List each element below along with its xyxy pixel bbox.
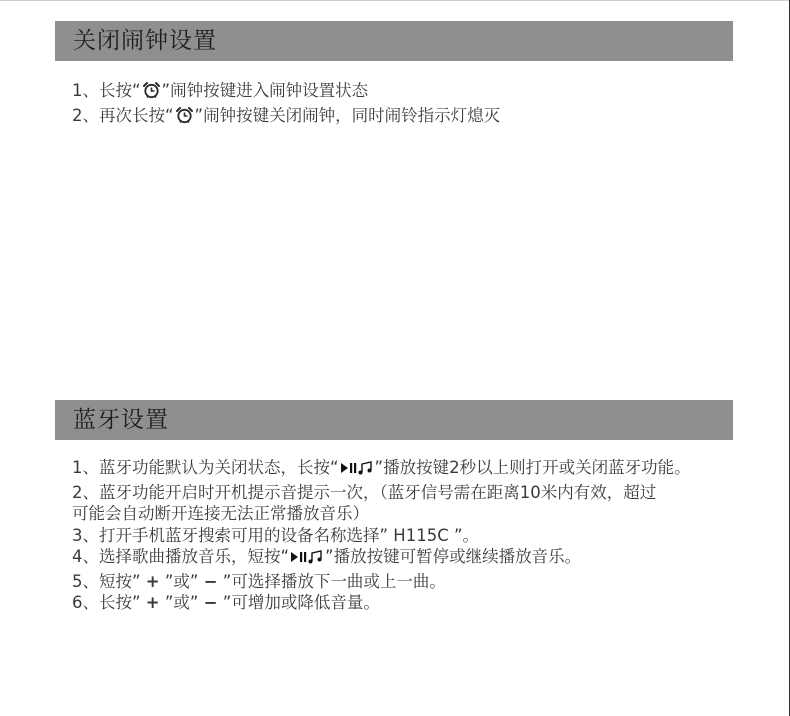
alarm-section-title: 关闭闹钟设置 (55, 21, 733, 61)
alarm-item-2-text-a: 2、再次长按“ (72, 105, 174, 125)
plus-symbol: + (145, 593, 160, 612)
bluetooth-item-6-text-b: ”或” (159, 593, 204, 612)
bluetooth-instructions (72, 457, 742, 614)
bluetooth-item-2-line-1: 2、蓝牙功能开启时开机提示音提示一次，（蓝牙信号需在距离10米内有效，超过 (72, 482, 657, 502)
alarm-item-2-text-b: ”闹钟按键关闭闹钟，同时闹铃指示灯熄灭 (194, 105, 501, 125)
minus-symbol: − (203, 571, 218, 591)
bluetooth-item-1-text-b: ”播放按键2秒以上则打开或关闭蓝牙功能。 (374, 458, 691, 477)
bluetooth-item-6-text-a: 6、长按” (72, 593, 146, 612)
alarm-clock-icon (142, 81, 161, 105)
page-top-border (0, 0, 790, 1)
alarm-item-2 (72, 105, 742, 130)
alarm-item-1 (72, 80, 742, 105)
alarm-item-1-text-a: 1、长按“ (72, 81, 141, 100)
bluetooth-section-title: 蓝牙设置 (55, 400, 733, 440)
minus-symbol: − (203, 593, 218, 612)
bluetooth-item-3: 3、打开手机蓝牙搜索可用的设备名称选择” H115C ”。 (72, 525, 480, 545)
alarm-item-1-text-b: ”闹钟按键进入闹钟设置状态 (161, 81, 369, 100)
play-pause-music-icon (340, 460, 374, 482)
bluetooth-item-6-text-c: ”可增加或降低音量。 (217, 593, 380, 612)
alarm-clock-icon (175, 106, 194, 130)
bluetooth-item-4-text-b: ”播放按键可暂停或继续播放音乐。 (325, 547, 582, 566)
bluetooth-item-4 (72, 546, 742, 571)
plus-symbol: + (145, 571, 160, 591)
bluetooth-item-5-text-a: 5、短按” (72, 571, 146, 591)
bluetooth-item-5-text-c: ”可选择播放下一曲或上一曲。 (217, 571, 446, 591)
bluetooth-item-2-line-2: 可能会自动断开连接无法正常播放音乐） (72, 504, 369, 523)
bluetooth-item-4-text-a: 4、选择歌曲播放音乐，短按“ (72, 547, 290, 566)
play-pause-music-icon (290, 549, 324, 571)
alarm-instructions (72, 80, 742, 129)
bluetooth-item-1 (72, 457, 742, 482)
bluetooth-item-5-text-b: ”或” (159, 571, 204, 591)
bluetooth-item-1-text-a: 1、蓝牙功能默认为关闭状态，长按“ (72, 458, 339, 477)
bluetooth-item-6 (72, 592, 742, 614)
bluetooth-item-5 (72, 571, 742, 593)
